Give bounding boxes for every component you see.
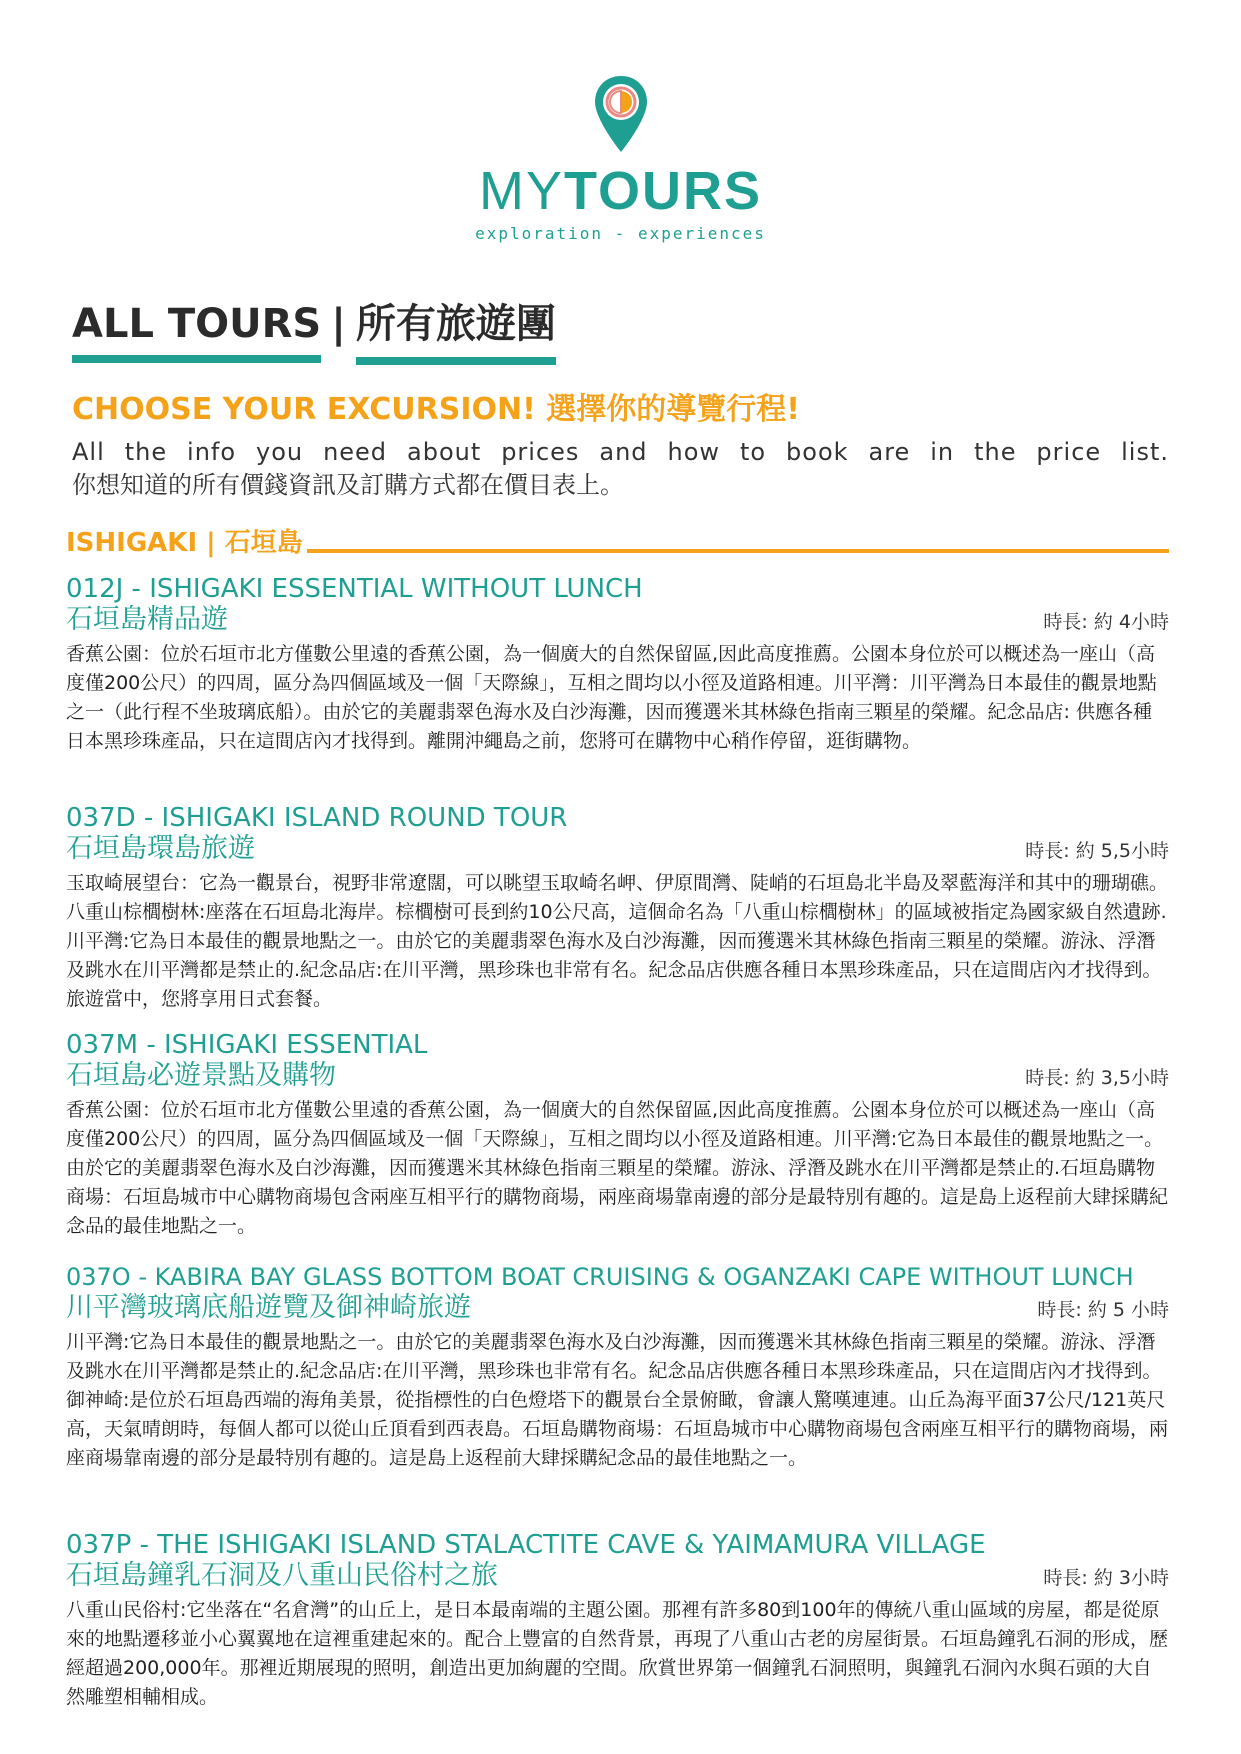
- region-label: ISHIGAKI | 石垣島: [66, 528, 303, 558]
- tour-description: 香蕉公園：位於石垣市北方僅數公里遠的香蕉公園，為一個廣大的自然保留區,因此高度推薦。公園本身位於可以概述為一座山（高度僅200公尺）的四周，區分為四個區域及一個「天際線」，互相之間均以小徑及道路相連。川平灣:它為日本最佳的觀景地點之一。由於它的美麗翡翠色海水及白沙海灘，因而獲選米其林綠色指南三顆星的榮耀。游泳、浮潛及跳水在川平灣都是禁止的.石垣島購物商場：石垣島城市中心購物商場包含兩座互相平行的購物商場，兩座商場靠南邊的部分是最特別有趣的。這是島上返程前大肆採購紀念品的最佳地點之一。: [66, 1099, 1169, 1237]
- tour-code: 037P - THE ISHIGAKI ISLAND STALACTITE CAVE & YAIMAMURA VILLAGE: [66, 1530, 986, 1560]
- tour-description: 香蕉公園：位於石垣市北方僅數公里遠的香蕉公園，為一個廣大的自然保留區,因此高度推薦。公園本身位於可以概述為一座山（高度僅200公尺）的四周，區分為四個區域及一個「天際線」，互相之間均以小徑及道路相連。川平灣：川平灣為日本最佳的觀景地點之一（此行程不坐玻璃底船）。由於它的美麗翡翠色海水及白沙海灘，因而獲選米其林綠色指南三顆星的榮耀。紀念品店: 供應各種日本黑珍珠產品，只在這間店內才找得到。離開沖繩島之前，您將可在購物中心稍作停留，逛街購物。: [66, 643, 1157, 752]
- brand-name: [0, 162, 1241, 220]
- intro-text-en: All the info you need about prices and how to book are in the price list.: [72, 438, 1169, 466]
- tour-name-zh: 石垣島精品遊: [66, 604, 228, 635]
- logo: [0, 72, 1241, 243]
- tour-code: 012J - ISHIGAKI ESSENTIAL WITHOUT LUNCH: [66, 574, 643, 604]
- tour-duration: 時長: 約 3,5小時: [1025, 1067, 1169, 1089]
- tour-duration: 時長: 約 3小時: [1043, 1567, 1169, 1589]
- tour-037m: [66, 1030, 1169, 1241]
- tour-037d: [66, 803, 1169, 1014]
- page-title-separator: |: [331, 301, 346, 347]
- region-heading: [66, 522, 1169, 559]
- page-title-en: ALL TOURS: [72, 301, 321, 363]
- choose-heading: CHOOSE YOUR EXCURSION! 選擇你的導覽行程!: [72, 392, 800, 427]
- tour-037o: [66, 1262, 1169, 1473]
- brand-name-light: MY: [478, 161, 564, 221]
- tour-code: 037D - ISHIGAKI ISLAND ROUND TOUR: [66, 803, 568, 833]
- tour-duration: 時長: 約 4小時: [1043, 611, 1169, 633]
- tour-code: 037M - ISHIGAKI ESSENTIAL: [66, 1030, 428, 1060]
- tour-duration: 時長: 約 5,5小時: [1025, 840, 1169, 862]
- tour-description: 川平灣:它為日本最佳的觀景地點之一。由於它的美麗翡翠色海水及白沙海灘，因而獲選米其林綠色指南三顆星的榮耀。游泳、浮潛及跳水在川平灣都是禁止的.紀念品店:在川平灣，黑珍珠也非常有名。紀念品店供應各種日本黑珍珠產品，只在這間店內才找得到。御神崎:是位於石垣島西端的海角美景，從指標性的白色燈塔下的觀景台全景俯瞰，會讓人驚嘆連連。山丘為海平面37公尺/121英尺高，天氣晴朗時，每個人都可以從山丘頂看到西表島。石垣島購物商場：石垣島城市中心購物商場包含兩座互相平行的購物商場，兩座商場靠南邊的部分是最特別有趣的。這是島上返程前大肆採購紀念品的最佳地點之一。: [66, 1331, 1169, 1469]
- intro-text-zh: 你想知道的所有價錢資訊及訂購方式都在價目表上。: [72, 471, 624, 499]
- tour-name-zh: 川平灣玻璃底船遊覽及御神崎旅遊: [66, 1292, 471, 1323]
- intro-text: [72, 436, 1169, 502]
- tour-012j: [66, 574, 1169, 756]
- region-divider: [307, 549, 1169, 553]
- brand-name-bold: TOURS: [563, 161, 763, 221]
- tour-name-zh: 石垣島環島旅遊: [66, 833, 255, 864]
- map-pin-icon: [589, 72, 653, 156]
- page-title: [72, 292, 556, 365]
- tour-name-zh: 石垣島鐘乳石洞及八重山民俗村之旅: [66, 1560, 498, 1591]
- tour-description: 八重山民俗村:它坐落在“名倉灣”的山丘上，是日本最南端的主題公園。那裡有許多80到100年的傳統八重山區域的房屋，都是從原來的地點遷移並小心翼翼地在這裡重建起來的。配合上豐富的自然背景，再現了八重山古老的房屋街景。石垣島鐘乳石洞的形成，歷經超過200,000年。那裡近期展現的照明，創造出更加絢麗的空間。欣賞世界第一個鐘乳石洞照明，與鐘乳石洞內水與石頭的大自然雕塑相輔相成。: [66, 1599, 1169, 1708]
- tour-037p: [66, 1530, 1169, 1712]
- brand-tagline: exploration - experiences: [475, 224, 766, 243]
- tour-description: 玉取崎展望台：它為一觀景台，視野非常遼闊，可以眺望玉取崎名岬、伊原間灣、陡峭的石垣島北半島及翠藍海洋和其中的珊瑚礁。八重山棕櫚樹林:座落在石垣島北海岸。棕櫚樹可長到約10公尺高，這個命名為「八重山棕櫚樹林」的區域被指定為國家級自然遺跡.川平灣:它為日本最佳的觀景地點之一。由於它的美麗翡翠色海水及白沙海灘，因而獲選米其林綠色指南三顆星的榮耀。游泳、浮潛及跳水在川平灣都是禁止的.紀念品店:在川平灣，黑珍珠也非常有名。紀念品店供應各種日本黑珍珠產品，只在這間店內才找得到。旅遊當中，您將享用日式套餐。: [66, 872, 1169, 1010]
- page-title-zh: 所有旅遊團: [356, 292, 556, 365]
- tour-code: 037O - KABIRA BAY GLASS BOTTOM BOAT CRUISING & OGANZAKI CAPE WITHOUT LUNCH: [66, 1263, 1134, 1291]
- tour-name-zh: 石垣島必遊景點及購物: [66, 1060, 336, 1091]
- tour-duration: 時長: 約 5 小時: [1037, 1299, 1169, 1321]
